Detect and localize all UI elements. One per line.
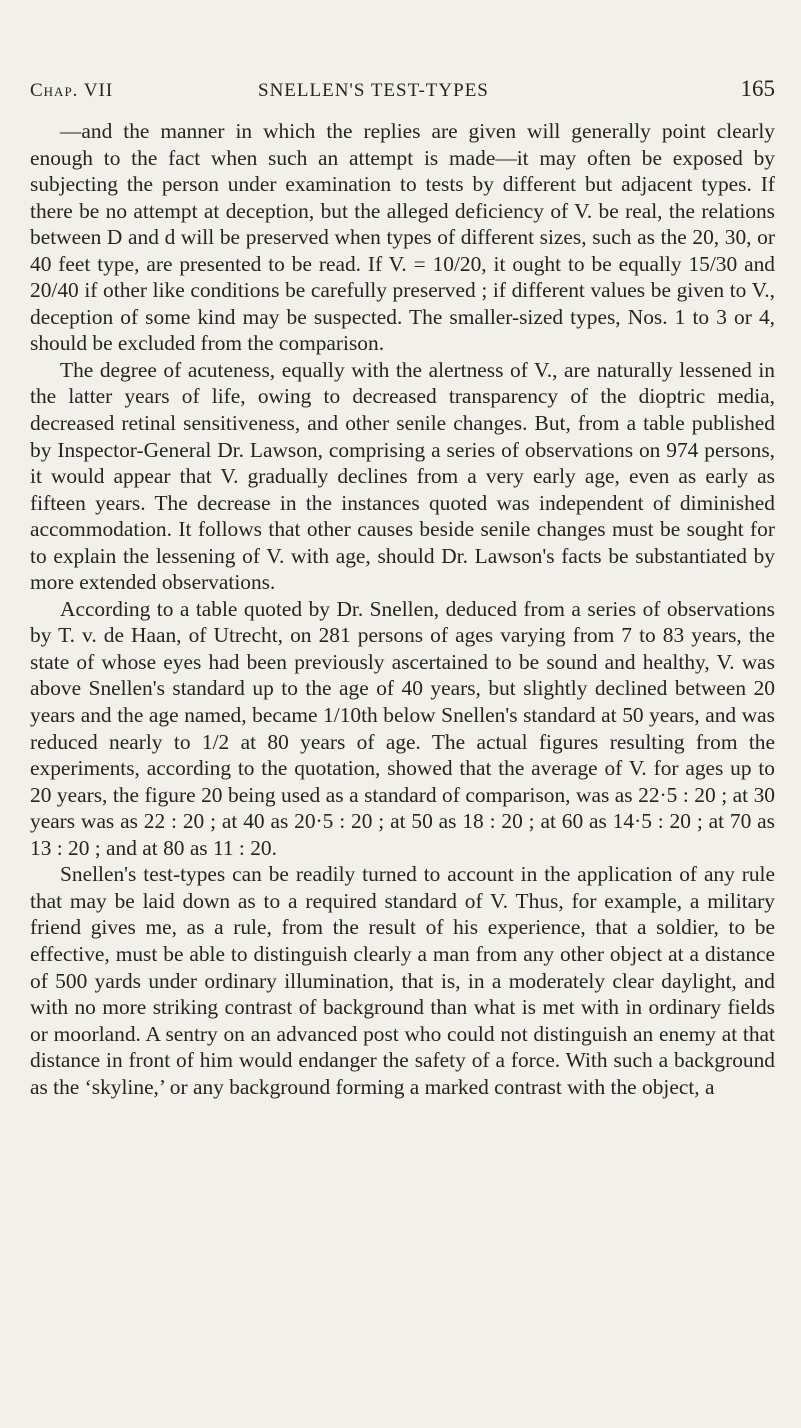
- page-number: 165: [740, 76, 775, 101]
- body-text: [30, 118, 775, 1100]
- running-head: [30, 76, 775, 106]
- paragraph-4: Snellen's test-types can be readily turned to account in the application of any rule that may be laid down as to a required standard of V. Thus, for example, a military friend gives me, as a rule, from the result of his experience, that a soldier, to be effective, must be able to distinguish clearly a man from any other object at a distance of 500 yards under ordinary illumination, that is, in a moderately clear daylight, and with no more striking contrast of background than what is met with in ordinary fields or moorland. A sentry on an advanced post who could not distinguish an enemy at that distance in front of him would endanger the safety of a force. With such a background as the ‘skyline,’ or any background forming a marked contrast with the object, a: [30, 862, 775, 1099]
- paragraph-1: —and the manner in which the replies are given will generally point clearly enough to the fact when such an attempt is made—it may often be exposed by subjecting the person under examination to tests by different but adjacent types. If there be no attempt at deception, but the alleged deficiency of V. be real, the relations between D and d will be preserved when types of different sizes, such as the 20, 30, or 40 feet type, are presented to be read. If V. = 10/20, it ought to be equally 15/30 and 20/40 if other like conditions be carefully preserved ; if different values be given to V., deception of some kind may be suspected. The smaller-sized types, Nos. 1 to 3 or 4, should be excluded from the comparison.: [30, 119, 775, 356]
- paragraph-3: According to a table quoted by Dr. Snellen, deduced from a series of observations by T. v. de Haan, of Utrecht, on 281 persons of ages varying from 7 to 83 years, the state of whose eyes had been previously ascertained to be sound and healthy, V. was above Snellen's standard up to the age of 40 years, but slightly declined between 20 years and the age named, became 1/10th below Snellen's standard at 50 years, and was reduced nearly to 1/2 at 80 years of age. The actual figures resulting from the experiments, according to the quotation, showed that the average of V. for ages up to 20 years, the figure 20 being used as a standard of comparison, was as 22·5 : 20 ; at 30 years was as 22 : 20 ; at 40 as 20·5 : 20 ; at 50 as 18 : 20 ; at 60 as 14·5 : 20 ; at 70 as 13 : 20 ; and at 80 as 11 : 20.: [30, 596, 775, 860]
- paragraph-2: The degree of acuteness, equally with the alertness of V., are naturally lessened in the latter years of life, owing to decreased transparency of the dioptric media, decreased retinal sensitiveness, and other senile changes. But, from a table published by Inspector-General Dr. Lawson, comprising a series of observations on 974 persons, it would appear that V. gradually declines from a very early age, even as early as fifteen years. The decrease in the instances quoted was independent of diminished accommodation. It follows that other causes beside senile changes must be sought for to explain the lessening of V. with age, should Dr. Lawson's facts be substantiated by more extended observations.: [30, 357, 775, 595]
- running-title: SNELLEN'S TEST-TYPES: [258, 80, 489, 101]
- chapter-label: Chap. VII: [30, 80, 114, 101]
